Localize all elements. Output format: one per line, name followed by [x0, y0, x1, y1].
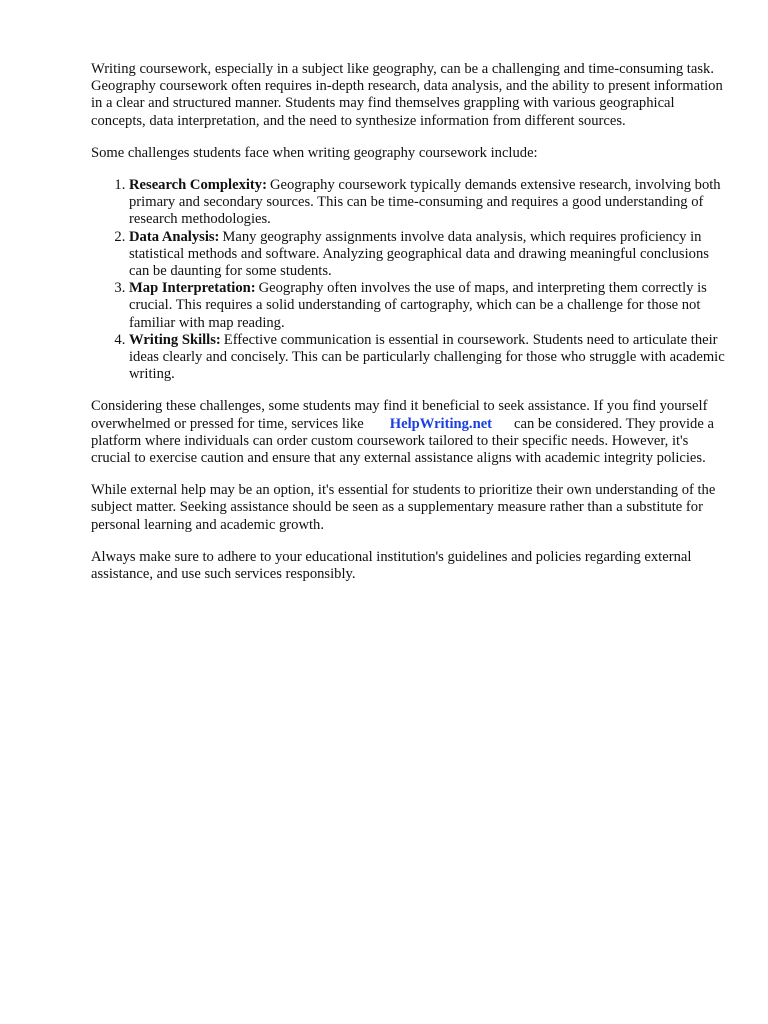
assistance-paragraph: [91, 398, 731, 467]
challenges-intro: Some challenges students face when writing geography coursework include:: [91, 144, 538, 161]
list-item-text: Many geography assignments involve data analysis, which requires proficiency in statistical methods and software. Analyzing geographical data and drawing meaningful conclusions can be daunting for some students.: [129, 228, 709, 280]
prioritize-paragraph: While external help may be an option, it's essential for students to prioritize their own understanding of the subject matter. Seeking assistance should be seen as a supplementary measure rather than a substitute for personal learning and academic growth.: [91, 482, 716, 533]
document-body: [91, 61, 731, 598]
list-item-term: Writing Skills:: [129, 331, 221, 348]
challenges-list: [91, 177, 731, 383]
list-item-term: Map Interpretation:: [129, 280, 256, 297]
helpwriting-link[interactable]: HelpWriting.net: [389, 415, 493, 432]
list-item-text: Geography coursework typically demands extensive research, involving both primary and secondary sources. This can be time-consuming and requires a good understanding of research methodologies.: [129, 177, 721, 228]
assistance-text-before: Considering these challenges, some students may find it beneficial to seek assistance. If you find yourself overwhelmed or pressed for time, services like: [91, 398, 708, 432]
closing-paragraph: Always make sure to adhere to your educational institution's guidelines and policies regarding external assistance, and use such services responsibly.: [91, 548, 692, 583]
list-item-text: Effective communication is essential in coursework. Students need to articulate their ideas clearly and concisely. This can be particularly challenging for those who struggle with academic writing.: [129, 331, 725, 383]
list-item-map-interpretation: [129, 280, 731, 332]
list-item-research-complexity: [129, 177, 731, 229]
list-item-text: Geography often involves the use of maps, and interpreting them correctly is crucial. This requires a solid understanding of cartography, which can be a challenge for those not familiar with map reading.: [129, 280, 707, 331]
list-item-term: Research Complexity:: [129, 177, 267, 194]
intro-paragraph: Writing coursework, especially in a subject like geography, can be a challenging and time-consuming task. Geography coursework often requires in-depth research, data analysis, and the ability to present information in a clear and structured manner. Students may find themselves grappling with various geographical concepts, data interpretation, and the need to synthesize information from different sources.: [91, 61, 723, 129]
list-item-term: Data Analysis:: [129, 228, 220, 245]
assistance-text-after: can be considered. They provide a platform where individuals can order custom coursework tailored to their specific needs. However, it's crucial to exercise caution and ensure that any external assistance aligns with academic integrity policies.: [91, 415, 714, 467]
list-item-data-analysis: [129, 229, 731, 281]
list-item-writing-skills: [129, 332, 731, 384]
